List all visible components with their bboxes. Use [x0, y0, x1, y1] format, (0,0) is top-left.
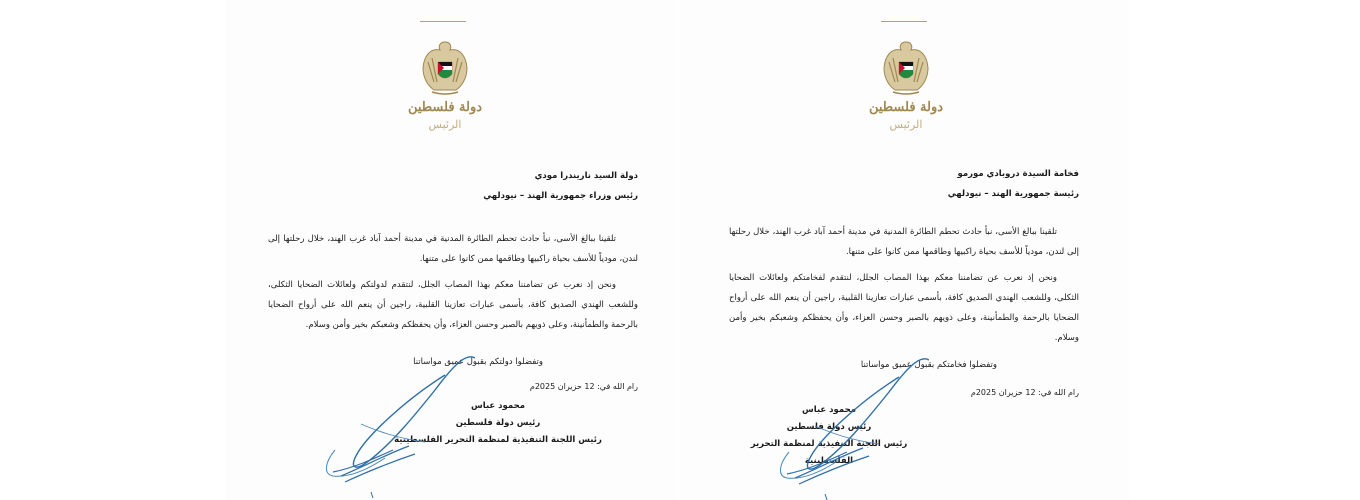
signatory-title-2: رئيس اللجنة التنفيذية لمنظمة التحرير الفلسطينية — [750, 439, 908, 466]
letter-date: رام الله في: 12 حزيران 2025م — [529, 382, 638, 391]
palestine-emblem — [407, 14, 483, 144]
paragraph-2: ونحن إذ نعرب عن تضامننا معكم بهذا المصاب الجلل، لنتقدم لدولتكم ولعائلات الضحايا الثكلى، وللشعب الهندي الصديق كافة، بأسمى عبارات تعازينا القلبية، راجين أن ينعم الله على أرواح الضحايا بالرحمة والطمأنينة، وعلى ذويهم بالصبر وحسن العزاء، وأن يحفظكم وشعبكم بخير وأمن وسلام. — [268, 280, 638, 330]
signature-block — [378, 398, 618, 449]
signatory-title-2: رئيس اللجنة التنفيذية لمنظمة التحرير الفلسطينية — [394, 435, 602, 445]
closing-line: وتفضلوا فخامتكم بقبول عميق مواساتنا — [860, 360, 997, 370]
presidency-calligraphy: الرئيس — [889, 118, 923, 131]
paragraph-2: ونحن إذ نعرب عن تضامننا معكم بهذا المصاب الجلل، لنتقدم لفخامتكم ولعائلات الضحايا الثكلى، وللشعب الهندي الصديق كافة، بأسمى عبارات تعازينا القلبية، راجين أن ينعم الله على أرواح الضحايا بالرحمة والطمأنينة، وعلى ذويهم بالصبر وحسن العزاء، وأن يحفظكم وشعبكم بخير وأمن وسلام. — [729, 273, 1079, 343]
addressee-title: رئيسة جمهورية الهند – نيودلهي — [947, 189, 1079, 199]
palestine-emblem — [868, 14, 944, 144]
letter-page-modi — [225, 0, 678, 500]
signatory-name: محمود عباس — [802, 405, 856, 415]
state-name-calligraphy: دولة فلسطين — [407, 100, 483, 115]
paragraph-1: تلقينا ببالغ الأسى، نبأ حادث تحطم الطائرة المدنية في مدينة أحمد آباد غرب الهند، خلال رحلتها إلى لندن، مودياً للأسف بحياة راكبيها وطاقمها ممن كانوا على متنها. — [268, 234, 638, 264]
signatory-name: محمود عباس — [471, 401, 525, 411]
state-name-calligraphy: دولة فلسطين — [868, 100, 944, 115]
addressee-name: دولة السيد ناريندرا مودي — [534, 171, 638, 181]
letter-date: رام الله في: 12 حزيران 2025م — [970, 388, 1079, 397]
signatory-title-1: رئيس دولة فلسطين — [455, 418, 541, 428]
basmala-calligraphy — [420, 14, 466, 22]
signature-block — [729, 402, 929, 470]
presidency-calligraphy: الرئيس — [428, 118, 462, 131]
eagle-emblem-icon — [420, 38, 470, 98]
closing-line: وتفضلوا دولتكم بقبول عميق مواساتنا — [413, 357, 543, 367]
paragraph-1: تلقينا ببالغ الأسى، نبأ حادث تحطم الطائرة المدنية في مدينة أحمد آباد غرب الهند، خلال رحلتها إلى لندن، مودياً للأسف بحياة راكبيها وطاقمها ممن كانوا على متنها. — [729, 227, 1079, 257]
eagle-emblem-icon — [881, 38, 931, 98]
addressee-block — [948, 164, 1079, 204]
addressee-title: رئيس وزراء جمهورية الهند – نيودلهي — [483, 191, 638, 201]
addressee-name: فخامة السيدة دروبادي مورمو — [957, 169, 1079, 179]
addressee-block — [483, 166, 638, 206]
letter-page-murmu — [679, 0, 1129, 500]
signatory-title-1: رئيس دولة فلسطين — [786, 422, 872, 432]
basmala-calligraphy — [881, 14, 927, 22]
